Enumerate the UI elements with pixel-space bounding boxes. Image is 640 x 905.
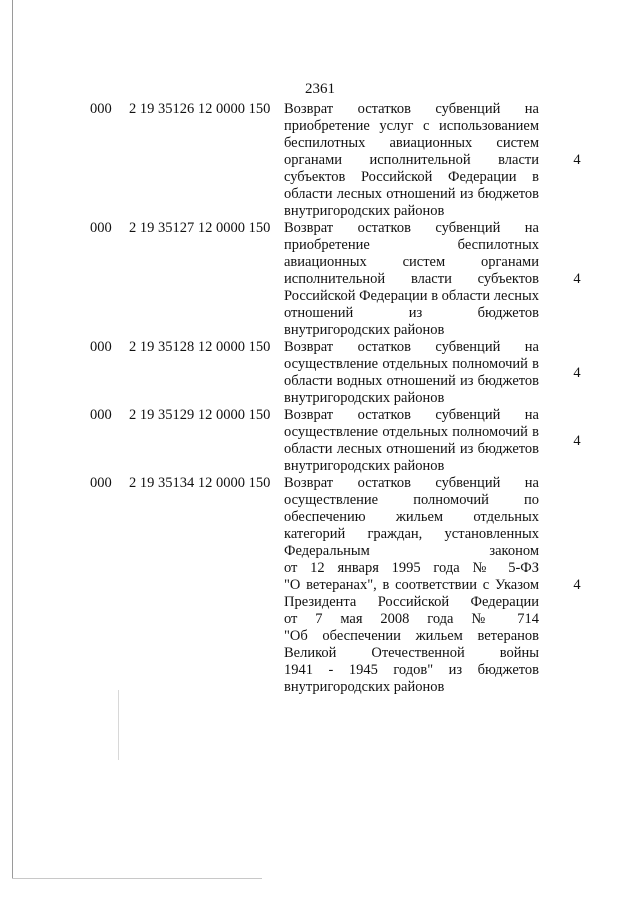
description-line: Возврат остатков субвенций на — [284, 220, 539, 236]
description-line: Российской Федерации в области лесных — [284, 288, 539, 304]
table-row — [0, 101, 640, 220]
description-line: осуществление отдельных полномочий в — [284, 356, 539, 372]
budget-classification-code: 2 19 35129 12 0000 150 — [129, 407, 271, 423]
admin-code: 000 — [90, 339, 112, 355]
description-line: "Об обеспечении жильем ветеранов — [284, 628, 539, 644]
description-line: обеспечению жильем отдельных — [284, 509, 539, 525]
table-row — [0, 407, 640, 475]
description-line: Президента Российской Федерации — [284, 594, 539, 610]
description-line: внутригородских районов — [284, 679, 445, 695]
table-row — [0, 339, 640, 407]
description-line: исполнительной власти субъектов — [284, 271, 539, 287]
budget-classification-code: 2 19 35126 12 0000 150 — [129, 101, 271, 117]
budget-classification-code: 2 19 35127 12 0000 150 — [129, 220, 271, 236]
description-line: органами исполнительной власти — [284, 152, 539, 168]
page-number: 2361 — [305, 81, 335, 97]
page-bottom-edge — [12, 878, 262, 879]
description-line: отношений из бюджетов — [284, 305, 539, 321]
description-line: Возврат остатков субвенций на — [284, 339, 539, 355]
admin-code: 000 — [90, 101, 112, 117]
description-line: области лесных отношений из бюджетов — [284, 186, 539, 202]
income-description — [284, 475, 539, 696]
description-line: внутригородских районов — [284, 458, 445, 474]
table-row — [0, 220, 640, 339]
admin-code: 000 — [90, 475, 112, 491]
description-line: беспилотных авиационных систем — [284, 135, 539, 151]
admin-code: 000 — [90, 220, 112, 236]
description-line: Великой Отечественной войны — [284, 645, 539, 661]
budget-classification-code: 2 19 35134 12 0000 150 — [129, 475, 271, 491]
income-description — [284, 407, 539, 475]
description-line: субъектов Российской Федерации в — [284, 169, 539, 185]
scan-artifact-line — [118, 690, 119, 760]
description-line: Федеральным законом — [284, 543, 539, 559]
description-line: осуществление полномочий по — [284, 492, 539, 508]
description-line: внутригородских районов — [284, 390, 445, 406]
description-line: от 7 мая 2008 года № 714 — [284, 611, 539, 627]
description-line: авиационных систем органами — [284, 254, 539, 270]
income-description — [284, 101, 539, 220]
description-line: "О ветеранах", в соответствии с Указом — [284, 577, 539, 593]
column-number: 4 — [573, 577, 581, 593]
description-line: категорий граждан, установленных — [284, 526, 539, 542]
description-line: осуществление отдельных полномочий в — [284, 424, 539, 440]
description-line: Возврат остатков субвенций на — [284, 101, 539, 117]
column-number: 4 — [573, 152, 581, 168]
description-line: Возврат остатков субвенций на — [284, 407, 539, 423]
budget-code-table — [0, 101, 640, 696]
description-line: области водных отношений из бюджетов — [284, 373, 539, 389]
description-line: от 12 января 1995 года № 5-ФЗ — [284, 560, 539, 576]
column-number: 4 — [573, 365, 581, 381]
income-description — [284, 339, 539, 407]
description-line: приобретение беспилотных — [284, 237, 539, 253]
description-line: внутригородских районов — [284, 203, 445, 219]
income-description — [284, 220, 539, 339]
description-line: внутригородских районов — [284, 322, 445, 338]
column-number: 4 — [573, 433, 581, 449]
description-line: 1941 - 1945 годов" из бюджетов — [284, 662, 539, 678]
description-line: области лесных отношений из бюджетов — [284, 441, 539, 457]
table-row — [0, 475, 640, 696]
budget-classification-code: 2 19 35128 12 0000 150 — [129, 339, 271, 355]
column-number: 4 — [573, 271, 581, 287]
description-line: приобретение услуг с использованием — [284, 118, 539, 134]
admin-code: 000 — [90, 407, 112, 423]
description-line: Возврат остатков субвенций на — [284, 475, 539, 491]
